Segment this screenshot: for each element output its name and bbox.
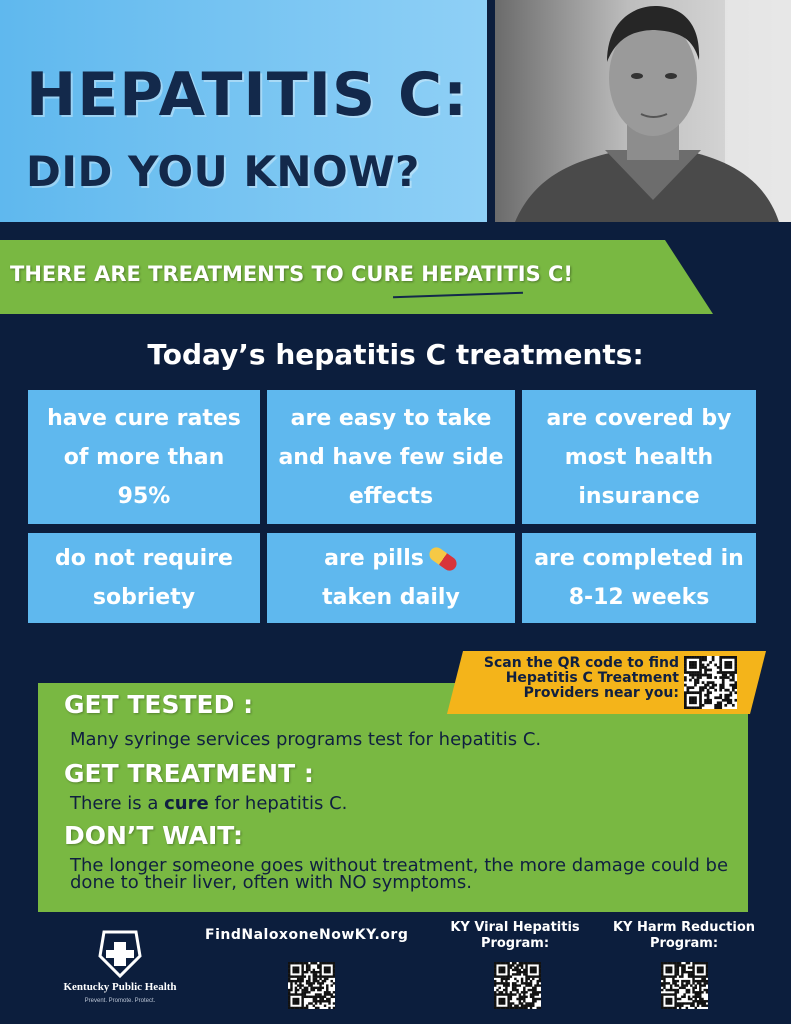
dont-wait-text: The longer someone goes without treatment, the more damage could be done to their liver, often with NO symptoms. [70,855,729,893]
get-tested-text: Many syringe services programs test for hepatitis C. [70,729,542,750]
treatment-fact-easy: are easy to take and have few side effects [267,390,515,524]
treatment-fact-pills: are pills taken daily [267,533,515,623]
treatments-heading: Today’s hepatitis C treatments: [147,338,644,371]
logo-name: Kentucky Public Health [63,981,177,993]
dont-wait-heading: DON’T WAIT: [64,821,243,850]
cure-banner-text: THERE ARE TREATMENTS TO CURE HEPATITIS C! [10,262,574,286]
footer-site-link[interactable]: FindNaloxoneNowKY.org [205,927,409,943]
page-title-line-1: HEPATITIS C: [26,60,469,130]
naloxone-qr-code[interactable] [288,962,335,1009]
logo-tagline: Prevent. Promote. Protect. [84,998,156,1004]
get-treatment-text: There is a cure for hepatitis C. [70,793,348,814]
treatment-providers-qr-code[interactable] [684,656,737,709]
man-portrait-image [495,0,791,222]
treatment-fact-insurance: are covered by most health insurance [522,390,756,524]
treatment-fact-cure-rates: have cure rates of more than 95% [28,390,260,524]
pill-icon [427,545,460,574]
page-title-line-2: DID YOU KNOW? [26,147,420,196]
hero-divider [487,0,495,222]
treatment-fact-duration: are completed in 8-12 weeks [522,533,756,623]
kentucky-public-health-logo [54,928,186,1008]
viral-hepatitis-qr-code[interactable] [494,962,541,1009]
footer-harm-program: KY Harm Reduction Program: [612,920,756,951]
treatment-fact-sobriety: do not require sobriety [28,533,260,623]
get-tested-heading: GET TESTED : [64,690,254,719]
get-treatment-heading: GET TREATMENT : [64,759,314,788]
footer-viral-program: KY Viral Hepatitis Program: [450,920,580,951]
harm-reduction-qr-code[interactable] [661,962,708,1009]
qr-callout-text: Scan the QR code to find Hepatitis C Treatment Providers near you: [483,655,679,701]
hero-photo [495,0,791,222]
